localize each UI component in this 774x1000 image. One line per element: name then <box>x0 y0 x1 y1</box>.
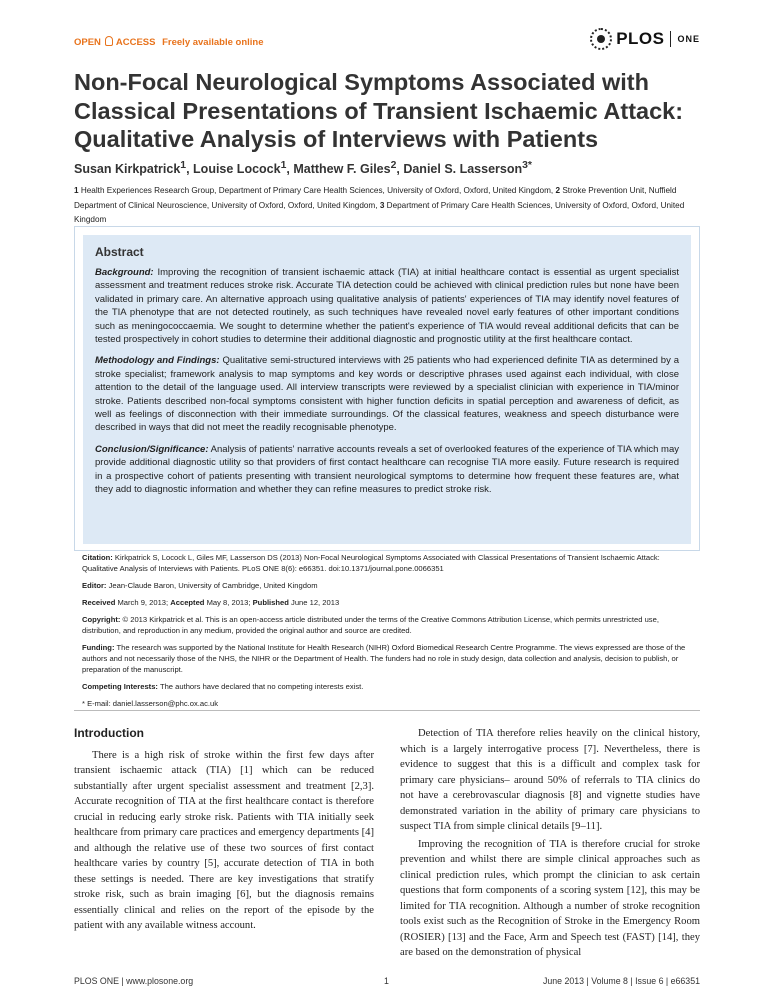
dates: Received March 9, 2013; Accepted May 8, 2013; Published June 12, 2013 <box>82 598 340 607</box>
author-list: Susan Kirkpatrick$^1$, Louise Locock$^1$, Matthew F. Giles$^2$, Daniel S. Lasserson$^{3*}$ <box>74 160 532 177</box>
open-access-label: OPEN ACCESS Freely available online <box>74 37 264 48</box>
affiliations: 1 Health Experiences Research Group, Department of Primary Care Health Sciences, University of Oxford, Oxford, United Kingdom, 2 Stroke Prevention Unit, Nuffield Department of Clinical Neuroscience, University of Oxford, Oxford, United Kingdom, 3 Department of Primary Care Health Sciences, University of Oxford, Oxford, United Kingdom <box>74 186 685 224</box>
journal-header <box>74 28 700 52</box>
author-name: Matthew F. Giles <box>293 162 391 177</box>
abstract-box <box>74 226 700 551</box>
open-lock-icon <box>105 36 113 46</box>
article-metadata <box>82 552 688 715</box>
author-name: Susan Kirkpatrick <box>74 162 181 177</box>
body-column-right <box>400 726 700 963</box>
paragraph: Detection of TIA therefore relies heavily on the clinical history, which is a largely interrogative process [7]. Nevertheless, there is evidence to suggest that this is a difficult and complex task for primary care physicians– around 50% of referrals to TIA clinics do not have a cerebrovascular diagnosis [8] and vignette studies have demonstrated variation in the ability of primary care physicians to suspect TIA from simple clinical details [9–11]. <box>400 728 700 832</box>
author-name: Louise Locock <box>193 162 281 177</box>
plos-one-logo: PLOS ONE <box>590 28 700 50</box>
paragraph: Improving the recognition of TIA is therefore crucial for stroke prevention and whilst there are simple clinical approaches such as clinical prediction rules, which prompt the clinician to ask certain questions that form components of a scoring system [12], this may be limited for TIA recognition. Although a number of stroke recognition tools exist such as the Recognition of Stroke in the Emergency Room (ROSIER) [13] and the Face, Arm and Speech test (FAST) [14], they are based on the demonstration of physical <box>400 838 700 958</box>
divider <box>74 710 700 711</box>
copyright: Copyright: © 2013 Kirkpatrick et al. This is an open-access article distributed under the terms of the Creative Commons Attribution License, which permits unrestricted use, distribution, and reproduction in any medium, provided the original author and source are credited. <box>82 615 659 635</box>
article-title: Non-Focal Neurological Symptoms Associated with Classical Presentations of Transient Ischaemic Attack: Qualitative Analysis of Interviews with Patients <box>74 69 684 152</box>
body-column-left <box>74 726 374 936</box>
page-number: 1 <box>384 976 389 986</box>
abstract-methods: Methodology and Findings: Qualitative semi-structured interviews with 25 patients who had experienced definite TIA as determined by a stroke specialist; framework analysis to map symptoms and key words or descriptive phrases used against each individual, with close attention to the detail of the language used. All interview transcripts were reviewed by a specialist clinician with experience in TIA/minor stroke. Patients described non-focal symptoms consistent with higher function deficits in spatial perception and awareness of deficit, as well as feelings of disconnection with their immediate surroundings. Of the classical features, weakness and speech disturbance were described in ways that did not meet the readily recognisable phenotype. <box>95 355 680 434</box>
email[interactable]: * E-mail: daniel.lasserson@phc.ox.ac.uk <box>82 699 219 708</box>
footer-journal: PLOS ONE | www.plosone.org <box>74 976 194 986</box>
abstract-heading: Abstract <box>95 245 144 259</box>
abstract-conclusion: Conclusion/Significance: Analysis of patients' narrative accounts reveals a set of overlooked features of the experience of TIA which may provide additional diagnostic utility so that providers of first contact healthcare can recognise TIA more easily. Future research is required in a prospective cohort of patients presenting with transient neurological symptoms to determine how frequent these features are, what they add to diagnostic information and whether they can refine measures to predict stroke risk. <box>95 443 679 496</box>
abstract-background: Background: Improving the recognition of transient ischaemic attack (TIA) at initial healthcare contact is essential as urgent specialist assessment and treatment reduces stroke risk. Accurate TIA detection could be achieved with clinical prediction rules but none have been validated in primary care. An alternative approach using qualitative analysis of patients' experiences of TIA may identify novel features of the TIA phenotype that are not detected routinely, as such techniques have revealed novel early features of other important conditions such as meningococcaemia. We sought to determine whether the patient's experience of TIA would reveal additional deficits that can be tested prospectively in cohort studies to determine their additional diagnostic and prognostic utility at the first healthcare contact. <box>95 267 679 346</box>
plos-logo-icon <box>590 28 612 50</box>
author-name: Daniel S. Lasserson <box>403 162 523 177</box>
competing-interests: Competing Interests: The authors have declared that no competing interests exist. <box>82 682 364 691</box>
citation: Citation: Kirkpatrick S, Locock L, Giles MF, Lasserson DS (2013) Non-Focal Neurological Symptoms Associated with Classical Presentations of Transient Ischaemic Attack: Qualitative Analysis of Interviews with Patients. PLoS ONE 8(6): e66351. doi:10.1371/journal.pone.0066351 <box>82 553 660 573</box>
editor: Editor: Jean-Claude Baron, University of Cambridge, United Kingdom <box>82 581 318 590</box>
footer-issue: June 2013 | Volume 8 | Issue 6 | e66351 <box>542 976 700 986</box>
funding: Funding: The research was supported by the National Institute for Health Research (NIHR) Oxford Biomedical Research Centre Programme. The views expressed are those of the authors and not necessarily those of the NHS, the NIHR or the Department of Health. The funders had no role in study design, data collection and analysis, decision to publish, or preparation of the manuscript. <box>82 643 686 674</box>
paragraph: There is a high risk of stroke within the first few days after transient ischaemic attack (TIA) [1] which can be reduced substantially after urgent specialist assessment and treatment [2,3]. Accurate recognition of TIA at the first healthcare contact is therefore crucial in reducing early stroke risk. Patients with TIA initially seek healthcare from primary care practices and emergency departments [4] and although the relative use of these two sources of first contact healthcare varies by country [5], accurate detection of TIA in both these settings is needed. There are key investigations that stratify stroke risk, such as brain imaging [6], but the diagnosis remains essentially clinical and relies on the report of the episode by the patient with any available witness account. <box>74 749 374 931</box>
section-heading: Introduction <box>74 726 144 740</box>
